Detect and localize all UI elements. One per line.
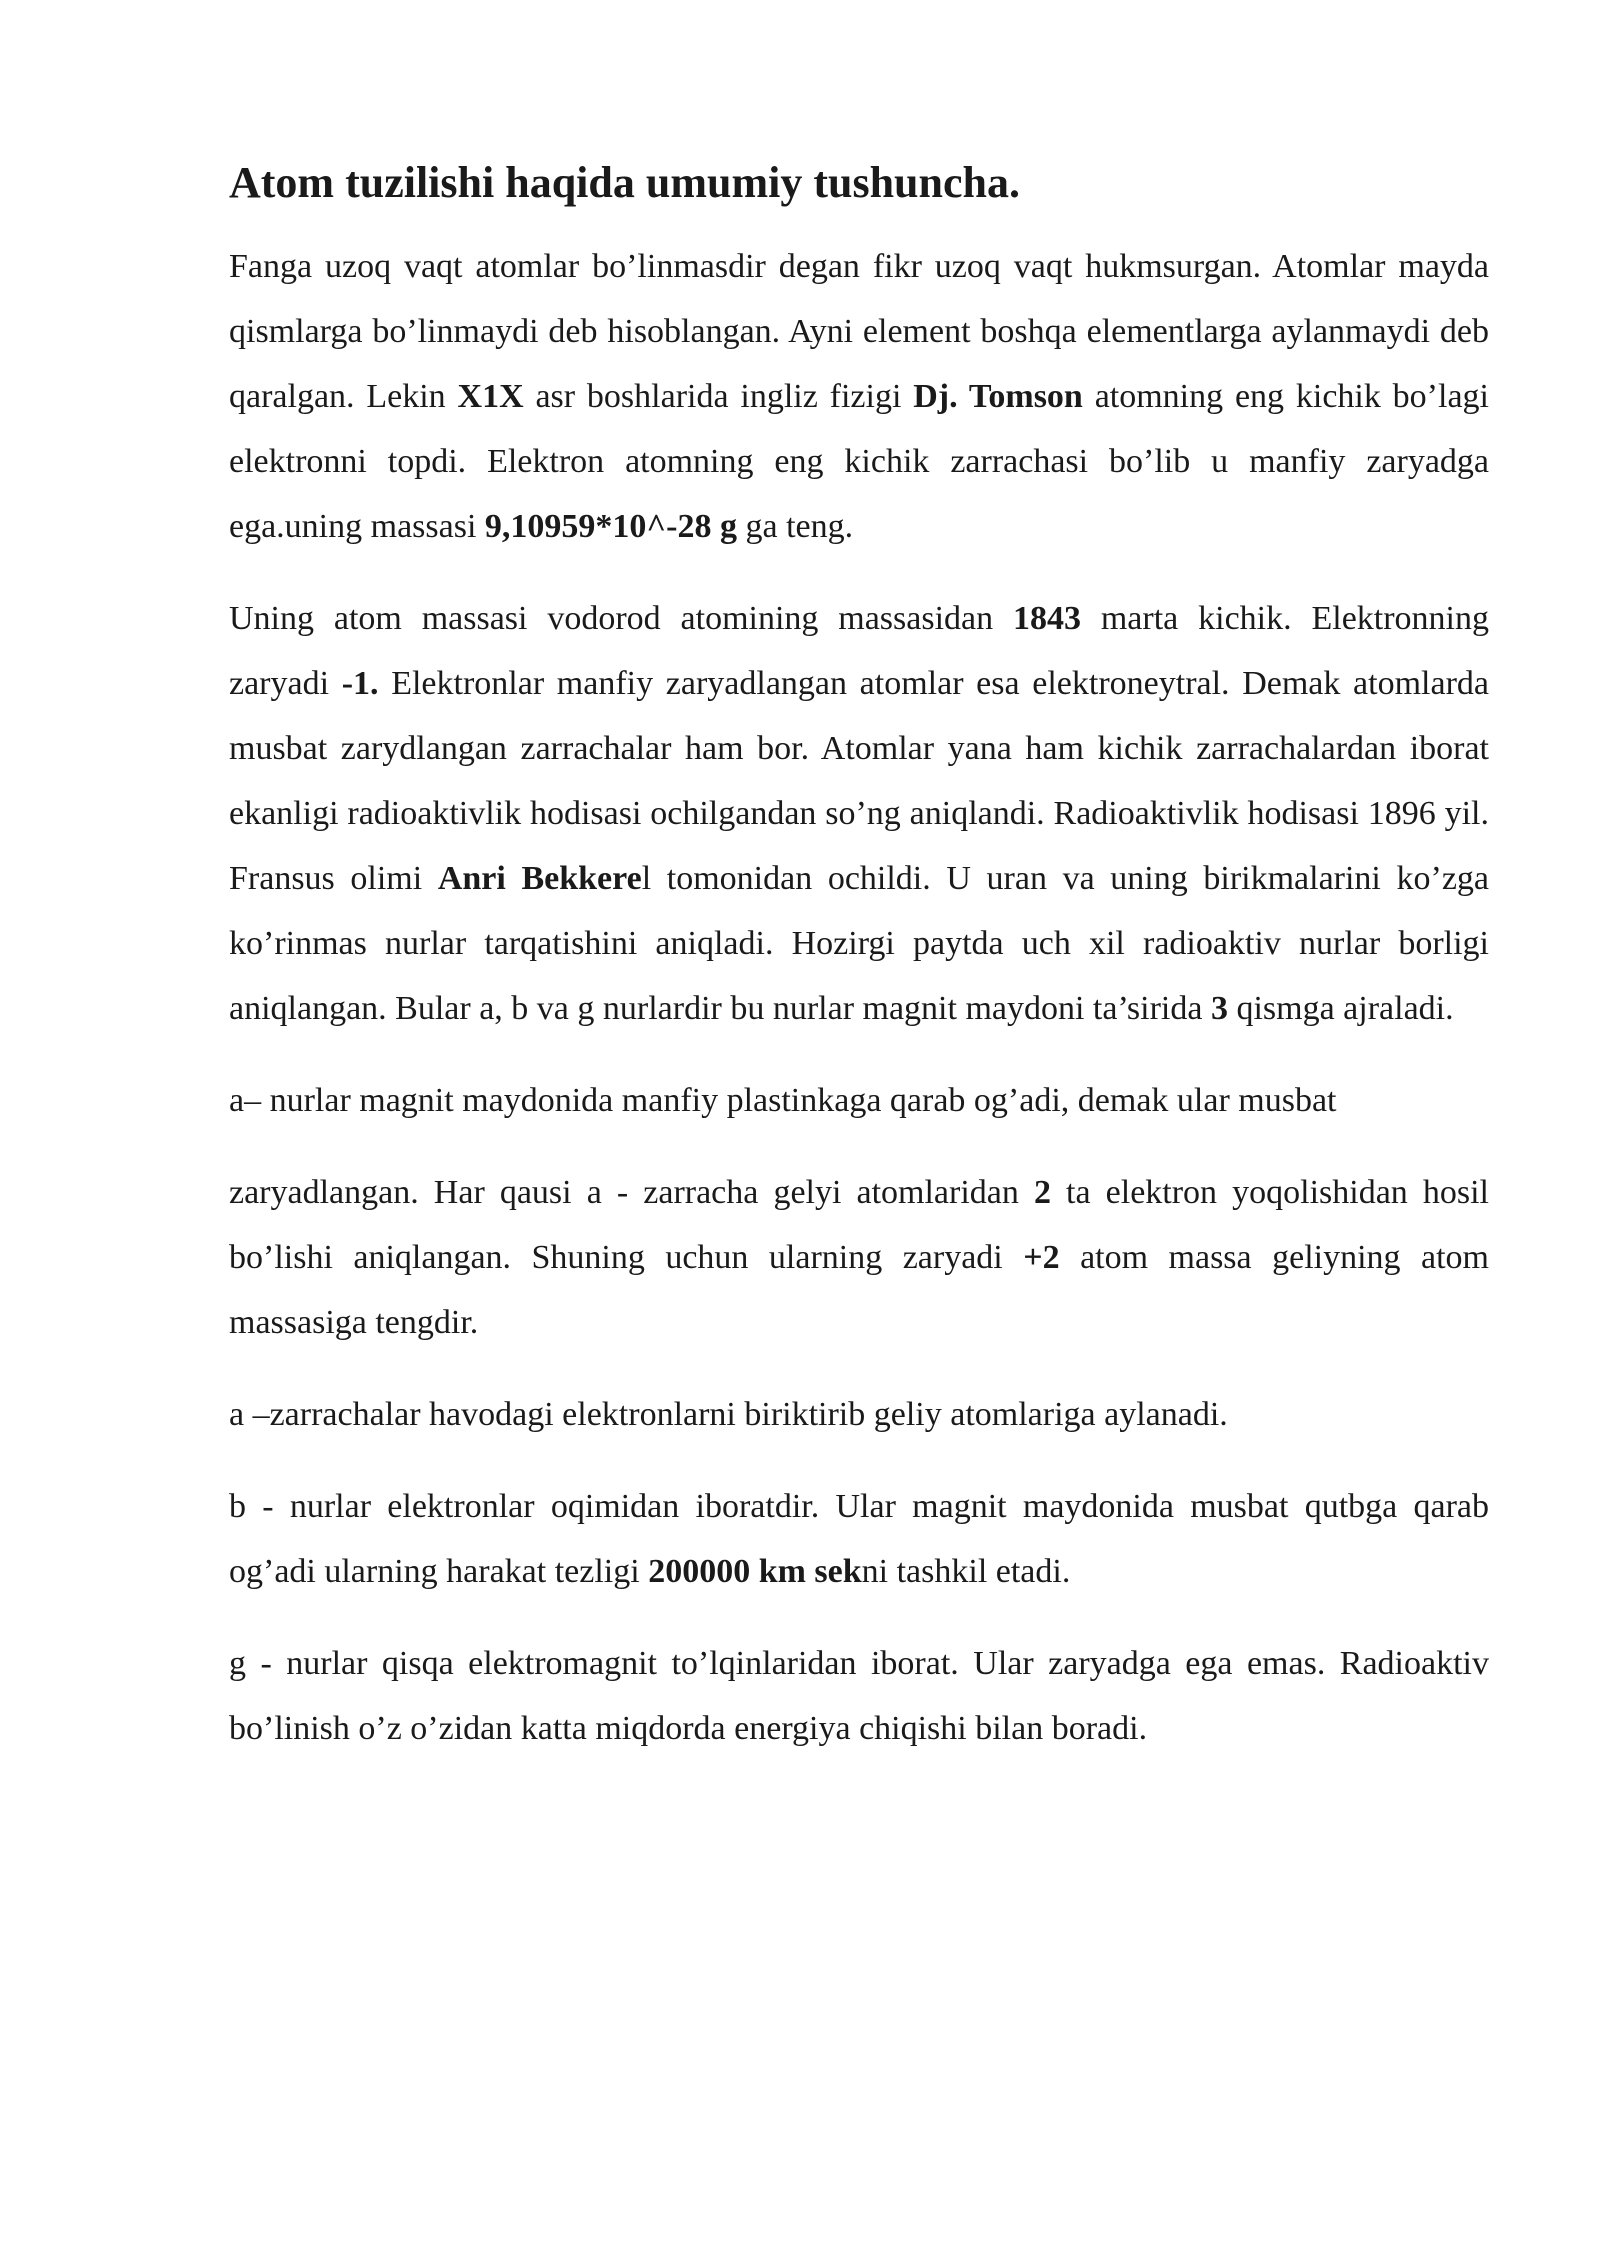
- text-run: asr boshlarida ingliz fizigi: [523, 378, 914, 415]
- paragraph-alpha-rays: [229, 1068, 1489, 1133]
- bold-scientist-name: Dj. Tomson: [913, 378, 1083, 415]
- paragraph-beta-rays: [229, 1474, 1489, 1604]
- paragraph-alpha-helium: [229, 1382, 1489, 1447]
- text-run: Uning atom massasi vodorod atomining massasidan: [229, 600, 1013, 637]
- paragraph-electron-discovery: [229, 234, 1489, 559]
- bold-century: X1X: [457, 378, 524, 415]
- paragraph-gamma-rays: [229, 1631, 1489, 1761]
- paragraph-radioactivity: [229, 586, 1489, 1041]
- text-run: ga teng.: [736, 508, 854, 545]
- text-run: atom massa geliyning atom massasiga tengdir.: [229, 1239, 1489, 1341]
- text-run: atomning eng kichik bo’lagi elektronni topdi. Elektron atomning eng kichik zarrachasi bo’lib u manfiy zaryadga ega.uning massasi: [229, 378, 1489, 545]
- text-run: b - nurlar elektronlar oqimidan iboratdir. Ular magnit maydonida musbat qutbga qarab og’adi ularning harakat tezligi: [229, 1488, 1489, 1590]
- document-title: Atom tuzilishi haqida umumiy tushuncha.: [229, 158, 1020, 207]
- text-run: qismga ajraladi.: [1227, 990, 1454, 1027]
- document-page: [229, 150, 1489, 1788]
- bold-parts-count: 3: [1210, 990, 1228, 1027]
- text-run: a –zarrachalar havodagi elektronlarni biriktirib geliy atomlariga aylanadi.: [229, 1396, 1228, 1433]
- bold-electron-count: 2: [1033, 1174, 1051, 1211]
- text-run: a– nurlar magnit maydonida manfiy plastinkaga qarab og’adi, demak ular musbat: [229, 1082, 1337, 1119]
- text-run: zaryadlangan. Har qausi a - zarracha gelyi atomlaridan: [229, 1174, 1034, 1211]
- text-run: ni tashkil etadi.: [861, 1553, 1071, 1590]
- text-run: Fanga uzoq vaqt atomlar bo’linmasdir degan fikr uzoq vaqt hukmsurgan. Atomlar mayda qismlarga bo’linmaydi deb hisoblangan. Ayni element boshqa elementlarga aylanmaydi deb qaralgan. Lekin: [229, 248, 1489, 415]
- bold-charge: -1.: [341, 665, 379, 702]
- bold-mass-ratio: 1843: [1013, 600, 1081, 637]
- bold-electron-mass: 9,10959*10^-28 g: [484, 508, 737, 545]
- bold-alpha-charge: +2: [1023, 1239, 1060, 1276]
- text-run: marta kichik. Elektronning zaryadi: [229, 600, 1489, 702]
- text-run: Elektronlar manfiy zaryadlangan atomlar esa elektroneytral. Demak atomlarda musbat zarydlangan zarrachalar ham bor. Atomlar yana ham kichik zarrachalardan iborat ekanligi radioaktivlik hodisasi ochilgandan so’ng aniqlandi. Radioaktivlik hodisasi 1896 yil. Fransus olimi: [229, 665, 1489, 897]
- bold-beta-speed: 200000 km sek: [648, 1553, 862, 1590]
- text-run: ta elektron yoqolishidan hosil bo’lishi aniqlangan. Shuning uchun ularning zaryadi: [229, 1174, 1489, 1276]
- paragraph-alpha-charge: [229, 1160, 1489, 1355]
- text-run: g - nurlar qisqa elektromagnit to’lqinlaridan iborat. Ular zaryadga ega emas. Radioaktiv bo’linish o’z o’zidan katta miqdorda energiya chiqishi bilan boradi.: [229, 1645, 1489, 1747]
- bold-scientist-name: Anri Bekkere: [437, 860, 642, 897]
- text-run: l tomonidan ochildi. U uran va uning birikmalarini ko’zga ko’rinmas nurlar tarqatishini aniqladi. Hozirgi paytda uch xil radioaktiv nurlar borligi aniqlangan. Bular a, b va g nurlardir bu nurlar magnit maydoni ta’sirida: [229, 860, 1489, 1027]
